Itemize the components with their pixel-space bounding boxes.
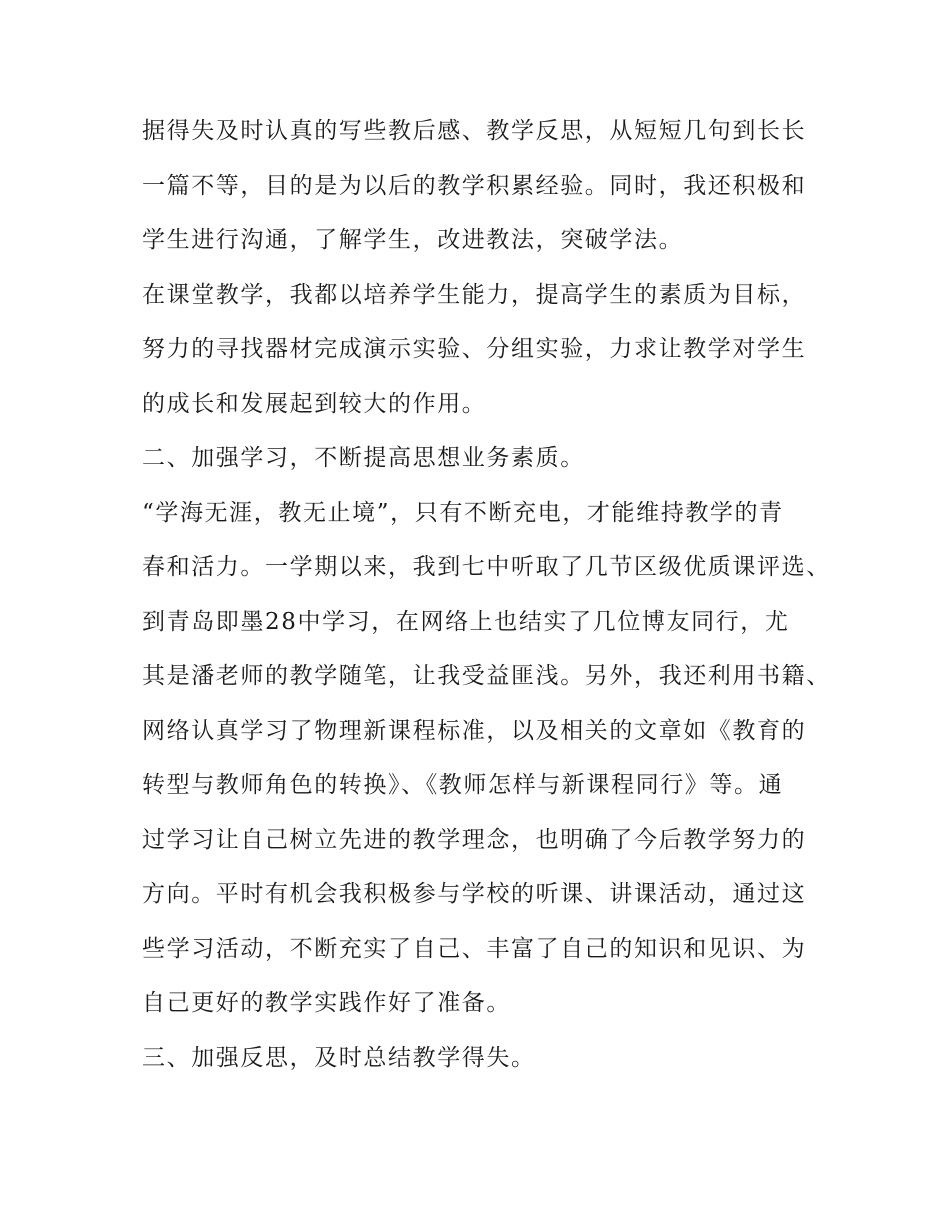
text-line: 据得失及时认真的写些教后感、教学反思，从短短几句到长长	[142, 118, 807, 144]
text-line: 到青岛即墨28中学习，在网络上也结实了几位博友同行，尤	[142, 608, 790, 635]
text-line: 努力的寻找器材完成演示实验、分组实验，力求让教学对学生	[142, 336, 807, 362]
text-line: 方向。平时有机会我积极参与学校的听课、讲课活动，通过这	[142, 881, 807, 907]
text-line: 自己更好的教学实践作好了准备。	[142, 990, 511, 1016]
text-line: 在课堂教学，我都以培养学生能力，提高学生的素质为目标，	[142, 281, 807, 308]
text-line: 些学习活动，不断充实了自己、丰富了自己的知识和见识、为	[142, 935, 807, 962]
text-line: 过学习让自己树立先进的教学理念，也明确了今后教学努力的	[142, 826, 807, 853]
text-line: 网络认真学习了物理新课程标准，以及相关的文章如《教育的	[142, 717, 807, 744]
text-line: 春和活力。一学期以来，我到七中听取了几节区级优质课评选、	[142, 554, 831, 580]
section-heading: 二、加强学习，不断提高思想业务素质。	[142, 445, 585, 471]
text-line: 一篇不等，目的是为以后的教学积累经验。同时，我还积极和	[142, 172, 807, 199]
body-text	[142, 108, 842, 1089]
text-line: 转型与教师角色的转换》、《教师怎样与新课程同行》等。通	[142, 772, 784, 798]
text-line: 其是潘老师的教学随笔，让我受益匪浅。另外，我还利用书籍、	[142, 663, 831, 689]
text-line: “学海无涯，教无止境”，只有不断充电，才能维持教学的青	[142, 499, 784, 526]
text-line: 的成长和发展起到较大的作用。	[142, 390, 487, 417]
text-line: 学生进行沟通，了解学生，改进教法，突破学法。	[142, 227, 684, 253]
section-heading: 三、加强反思，及时总结教学得失。	[142, 1044, 536, 1071]
